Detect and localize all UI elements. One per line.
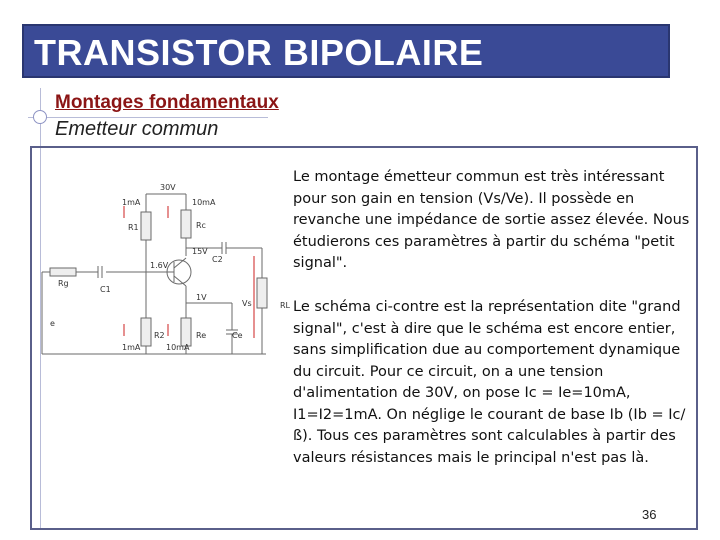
label-c2: C2: [212, 255, 223, 264]
label-re: Re: [196, 331, 207, 340]
re-resistor: [181, 318, 191, 346]
r1-resistor: [141, 212, 151, 240]
label-ve: 1V: [196, 293, 207, 302]
label-c1: C1: [100, 285, 111, 294]
rc-resistor: [181, 210, 191, 238]
slide-subtitle: Montages fondamentaux: [55, 92, 279, 113]
transistor-collector-lead: [174, 258, 186, 268]
label-r1: R1: [128, 223, 139, 232]
label-rg: Rg: [58, 279, 69, 288]
label-ce: Ce: [232, 331, 243, 340]
rl-resistor: [257, 278, 267, 308]
label-i2: 1mA: [122, 343, 141, 352]
paragraph-details: Le schéma ci-contre est la représentation dite "grand signal", c'est à dire que le schéma est encore entier, sans simplification due au comportement dynamique du circuit. Pour ce circuit, on a une tension d'alimentation de 30V, on pose Ic = Ie=10mA, I1=I2=1mA. On néglige le courant de base Ib (Ib = Ic/ß). Tous ces paramètres sont calculables à partir des valeurs résistances mais le principal n'est pas là.: [293, 299, 686, 466]
label-rl: RL: [280, 301, 291, 310]
label-rc: Rc: [196, 221, 206, 230]
page-number: 36: [642, 507, 657, 522]
label-e: e: [50, 319, 55, 328]
decorative-circle: [33, 110, 47, 124]
section-title: Emetteur commun: [55, 118, 219, 140]
r2-resistor: [141, 318, 151, 346]
label-r2: R2: [154, 331, 165, 340]
label-vs: Vs: [242, 299, 252, 308]
label-ic: 10mA: [192, 198, 216, 207]
transistor-emitter-lead: [174, 276, 186, 286]
circuit-schematic: [36, 178, 296, 363]
label-i1: 1mA: [122, 198, 141, 207]
label-v15: 15V: [192, 247, 208, 256]
paragraph-intro: Le montage émetteur commun est très intéressant pour son gain en tension (Vs/Ve). Il possède en revanche une impédance de sortie assez élevée. Nous étudierons ces paramètres à partir du schéma "petit signal".: [293, 169, 690, 271]
rg-resistor: [50, 268, 76, 276]
label-vb: 1.6V: [150, 261, 169, 270]
slide-title: TRANSISTOR BIPOLAIRE: [34, 32, 484, 73]
title-bar: [22, 24, 670, 78]
label-ie: 10mA: [166, 343, 190, 352]
label-vcc: 30V: [160, 183, 176, 192]
